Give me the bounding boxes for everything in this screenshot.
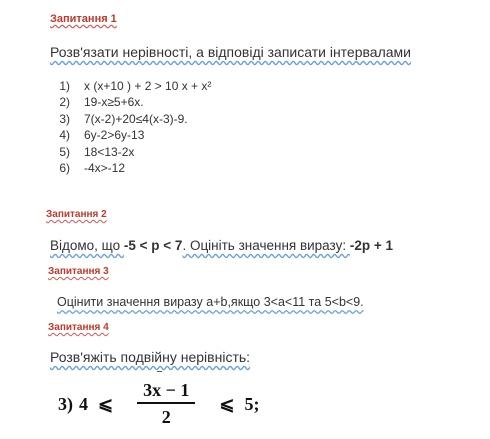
double-inequality [58, 378, 259, 430]
item-number: 1) [59, 79, 70, 93]
list-item [50, 160, 211, 176]
list-item [50, 78, 211, 94]
list-item [50, 94, 211, 110]
item-number: 6) [59, 160, 70, 175]
item-text: 7(x-2)+20≤4(x-3)-9. [84, 111, 188, 126]
formula-label: 3) [58, 393, 73, 414]
prompt-part-b: . Оцініть значення виразу: [182, 238, 350, 253]
inequality-list [50, 78, 211, 176]
fraction-denominator: 2 [161, 407, 171, 427]
formula-right: 5; [244, 393, 260, 414]
fraction [137, 378, 195, 430]
formula-left: 4 [79, 393, 88, 414]
list-item [50, 127, 211, 143]
list-item [50, 111, 211, 127]
list-item [50, 144, 211, 160]
target-expression: -2p + 1 [349, 238, 393, 253]
question-3-prompt: Оцінити значення виразу a+b,якщо 3<a<11 та 5<b<9. [57, 295, 364, 309]
item-number: 2) [59, 95, 70, 110]
leq-sign: ⩽ [98, 393, 114, 414]
question-1-heading: Запитання 1 [50, 13, 117, 25]
question-3-heading: Запитання 3 [48, 266, 109, 277]
item-number: 3) [59, 111, 70, 126]
item-text: x (x+10 ) + 2 > 10 x + x² [84, 79, 212, 93]
item-text: 19-x≥5+6x. [84, 95, 144, 110]
question-4-prompt: Розв'яжіть подвійну нерівність: [50, 349, 251, 365]
question-2-heading: Запитання 2 [46, 209, 107, 220]
question-4-heading: Запитання 4 [48, 322, 109, 333]
fraction-numerator: 3x − 1 [143, 380, 190, 400]
item-number: 4) [59, 128, 70, 143]
item-text: 18<13-2x [84, 144, 135, 159]
range-expression: -5 < p < 7 [123, 238, 183, 253]
item-text: 6y-2>6y-13 [84, 128, 145, 143]
item-number: 5) [59, 144, 70, 159]
leq-sign: ⩽ [219, 393, 235, 414]
question-2-prompt [50, 238, 393, 253]
stray-mark [157, 371, 162, 372]
item-text: -4x>-12 [84, 160, 126, 175]
prompt-part-a: Відомо, що [50, 238, 124, 253]
question-1-prompt: Розв'язати нерівності, а відповіді записати інтервалами [50, 44, 411, 60]
